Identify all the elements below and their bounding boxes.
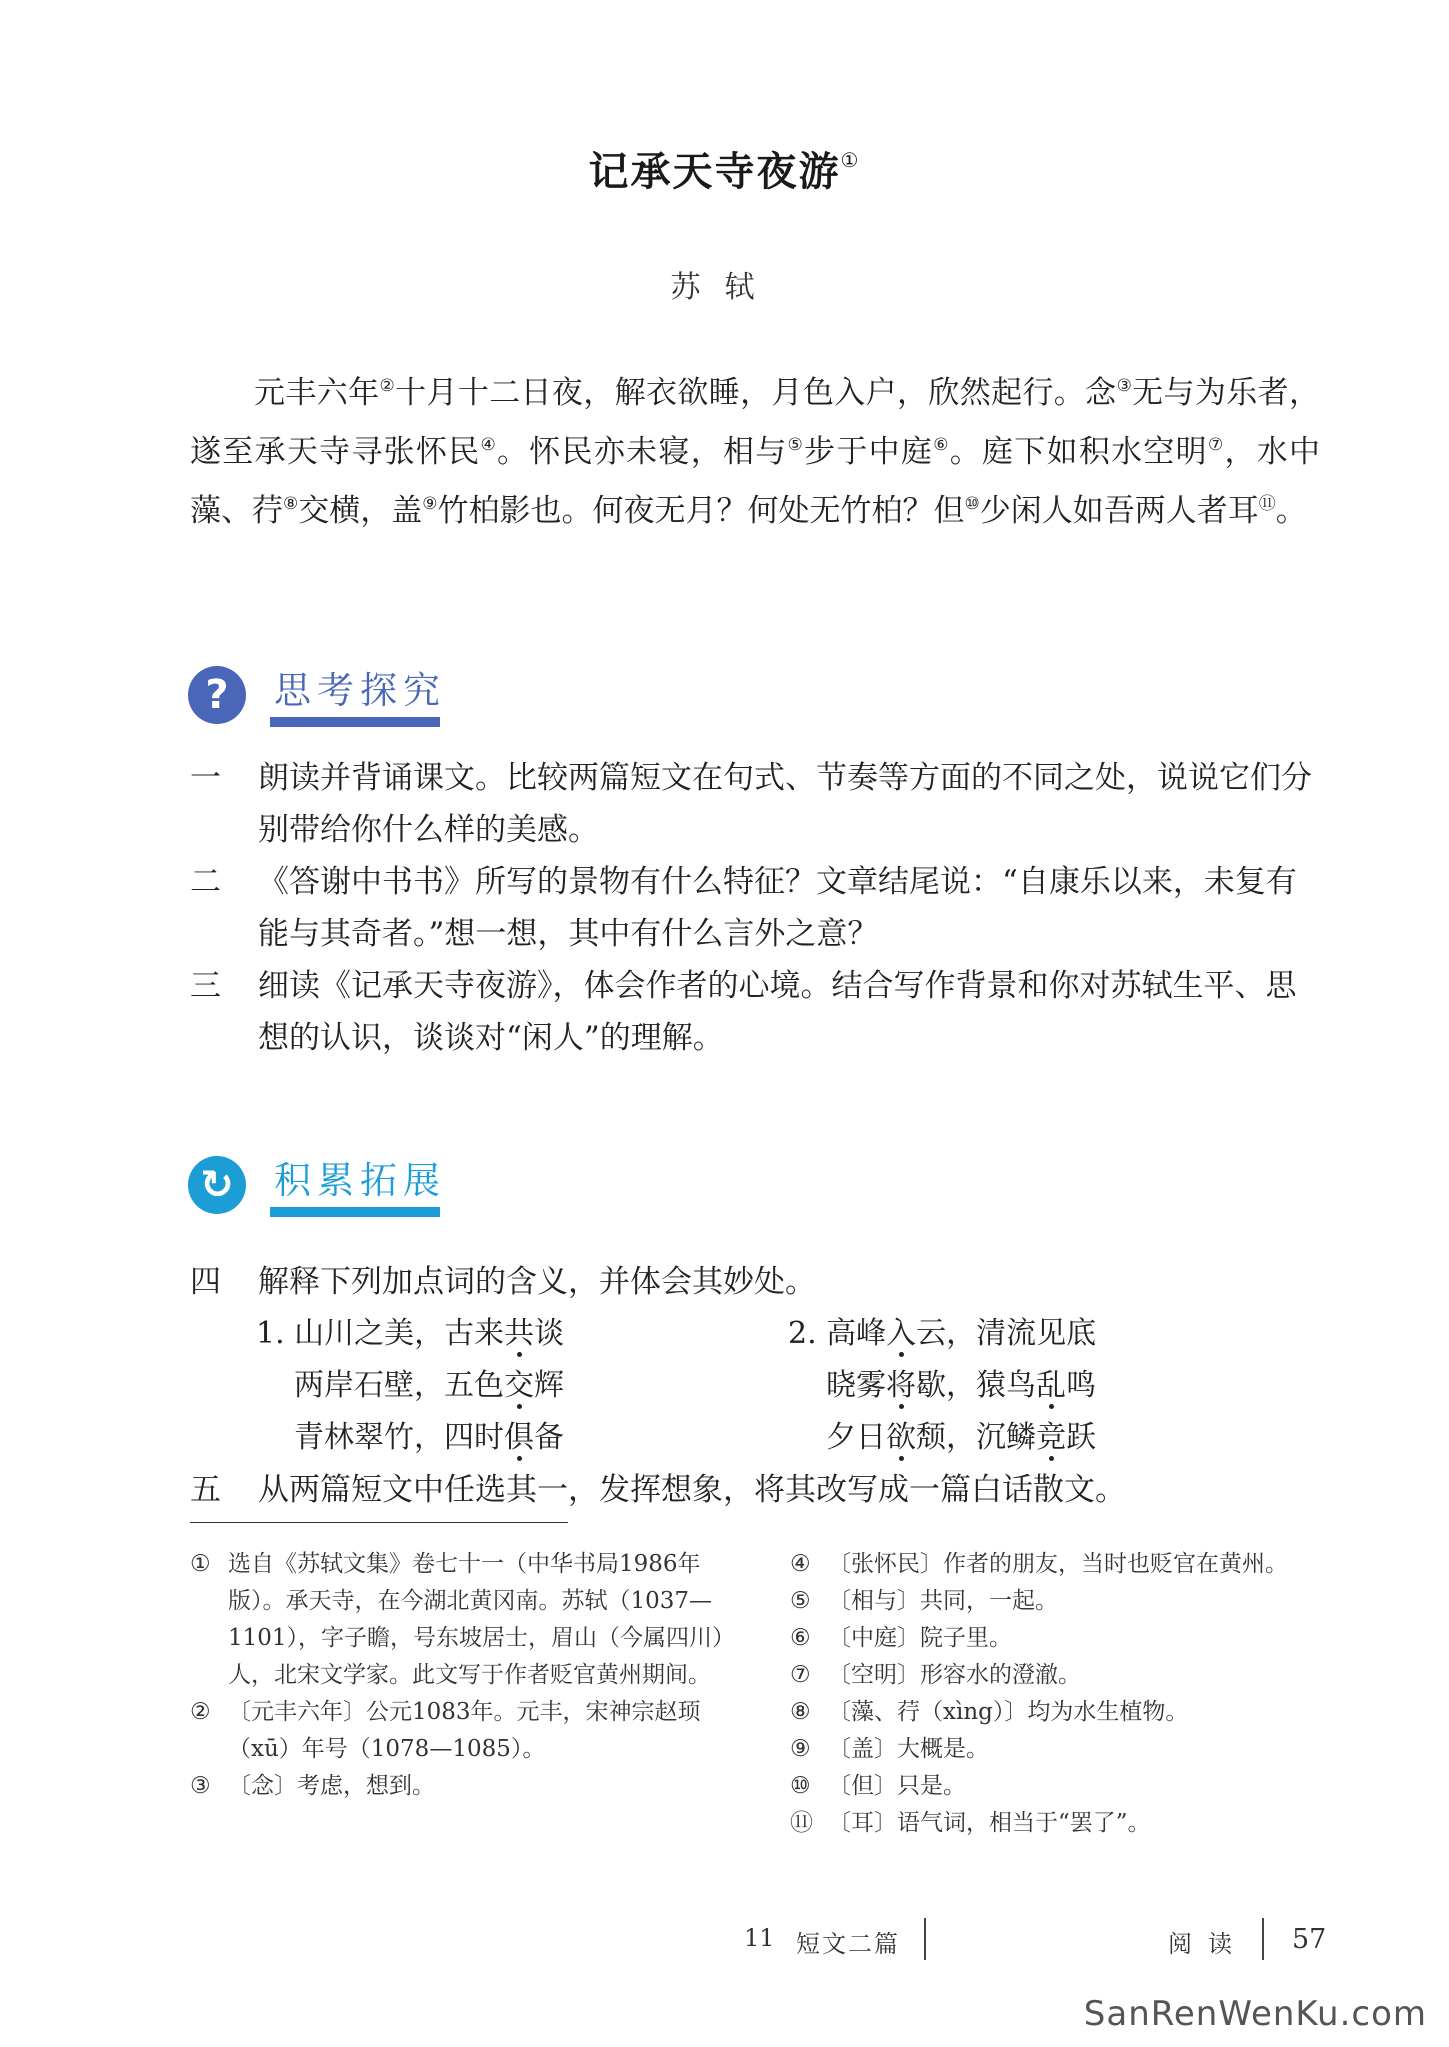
title-text: 记承天寺夜游 [588,148,841,195]
page-number: 57 [1292,1924,1327,1955]
title-footnote-mark: ① [840,148,861,172]
prose-segment: 。庭下如积水空明 [949,434,1208,470]
section-underline [270,717,440,727]
exercise-four [190,1256,1325,1308]
phrase-line: 1. 山川之美，古来共谈 [256,1316,565,1351]
phrase-line: 两岸石壁，五色交辉 [294,1368,564,1403]
question-mark-icon: ? [188,666,246,724]
footer-lesson-title: 短文二篇 [796,1930,900,1958]
exercise-five [190,1464,1325,1516]
footnote: ⑩ 〔但〕只是。 [790,1773,966,1799]
prose-segment: ，水中藻、荇 [190,434,1321,529]
question-number: 一 [190,760,221,796]
footnote: ② 〔元丰六年〕公元1083年。元丰，宋神宗赵顼（xū）年号（1078—1085）。 [190,1699,701,1762]
footnote-mark: ⑪ [1258,494,1276,514]
section-header-think [188,660,488,740]
question-number: 五 [190,1472,221,1508]
question-text: 解释下列加点词的含义，并体会其妙处。 [258,1264,816,1300]
phrase-line: 青林翠竹，四时俱备 [294,1420,564,1455]
footer-lesson-number: 11 [744,1924,775,1952]
prose-segment: 步于中庭 [804,434,934,470]
footnote-mark: ⑤ [787,435,805,455]
question-text: 从两篇短文中任选其一，发挥想象，将其改写成一篇白话散文。 [258,1472,1126,1508]
question-item [190,856,1325,960]
footnote-mark: ③ [1116,376,1133,396]
footnote-mark: ⑨ [422,494,438,514]
footnote: ⑦ 〔空明〕形容水的澄澈。 [790,1662,1081,1688]
question-number: 二 [190,864,221,900]
phrase-line: 夕日欲颓，沉鳞竞跃 [826,1420,1096,1455]
prose-text [190,360,1320,537]
question-number: 四 [190,1264,221,1300]
question-list [190,752,1325,1064]
prose-segment: 无与为乐者，遂至承天寺寻张怀民 [190,375,1321,470]
prose-segment: 交横，盖 [298,493,423,529]
footnote-mark: ⑥ [933,435,950,455]
footnote: ⑨ 〔盖〕大概是。 [790,1736,989,1762]
footnote-mark: ④ [480,435,498,455]
footnote: ① 选自《苏轼文集》卷七十一（中华书局1986年版）。承天寺，在今湖北黄冈南。苏轼（1037—1101），字子瞻，号东坡居士，眉山（今属四川）人，北宋文学家。此文写于作者贬官黄州期间。 [190,1551,724,1688]
question-item [190,752,1325,856]
watermark: SanRenWenKu.com [1083,1994,1427,2034]
footnote: ⑤ 〔相与〕共同，一起。 [790,1588,1058,1614]
footnote-mark: ⑩ [964,494,980,514]
footnote: ⑧ 〔藻、荇（xìng）〕均为水生植物。 [790,1699,1189,1725]
prose-segment: 元丰六年 [254,375,380,411]
footnote-mark: ② [379,376,396,396]
section-title-think: 思考探究 [274,669,446,712]
dotted-word: 竞 [1036,1420,1066,1455]
question-number: 三 [190,968,221,1004]
dotted-word: 乱 [1036,1368,1066,1403]
prose-segment: 少闲人如吾两人者耳 [979,493,1259,529]
word-group-left [256,1308,564,1464]
refresh-arrow-icon: ↻ [188,1156,246,1214]
prose-segment: 。 [1275,493,1307,529]
word-group-right [788,1308,1096,1464]
footer-divider [924,1918,926,1960]
footnote: ⑪ 〔耳〕语气词，相当于“罢了”。 [790,1810,1151,1836]
section-underline [270,1207,440,1217]
footnotes-right [790,1546,1350,1842]
phrase-line: 2. 高峰入云，清流见底 [788,1316,1097,1351]
footnotes-left [190,1546,730,1805]
footnote: ⑥ 〔中庭〕院子里。 [790,1625,1012,1651]
author-name: 苏轼 [670,270,779,305]
footnote-divider [190,1522,568,1523]
phrase-line: 晓雾将歇，猿鸟乱鸣 [826,1368,1096,1403]
dotted-word: 共 [504,1316,535,1351]
footer-unit: 阅读 [1168,1930,1248,1958]
question-text: 朗读并背诵课文。比较两篇短文在句式、节奏等方面的不同之处，说说它们分别带给你什么样的美感。 [258,760,1312,848]
dotted-word: 入 [886,1316,917,1351]
question-text: 细读《记承天寺夜游》，体会作者的心境。结合写作背景和你对苏轼生平、思想的认识，谈谈对“闲人”的理解。 [258,968,1297,1056]
footnote: ③ 〔念〕考虑，想到。 [190,1773,435,1799]
dotted-word: 欲 [886,1420,916,1455]
section-title-accum: 积累拓展 [274,1159,446,1202]
footer-divider [1262,1918,1264,1960]
prose-segment: 竹柏影也。何夜无月？何处无竹柏？但 [437,493,965,529]
poem-title [0,140,1449,197]
footnote: ④ 〔张怀民〕作者的朋友，当时也贬官在黄州。 [790,1551,1288,1577]
dotted-word: 将 [886,1368,916,1403]
question-text: 《答谢中书书》所写的景物有什么特征？文章结尾说：“自康乐以来，未复有能与其奇者。”想一想，其中有什么言外之意？ [258,864,1297,952]
prose-paragraph [190,360,1320,537]
section-header-accum [188,1150,488,1230]
dotted-word: 交 [504,1368,534,1403]
question-item [190,1464,1325,1516]
footnote-mark: ⑦ [1207,435,1225,455]
prose-segment: 。怀民亦未寝，相与 [497,434,788,470]
question-item [190,1256,1325,1308]
footnote-mark: ⑧ [283,494,299,514]
prose-segment: 十月十二日夜，解衣欲睡，月色入户，欣然起行。念 [395,375,1117,411]
dotted-word: 俱 [504,1420,534,1455]
question-item [190,960,1325,1064]
